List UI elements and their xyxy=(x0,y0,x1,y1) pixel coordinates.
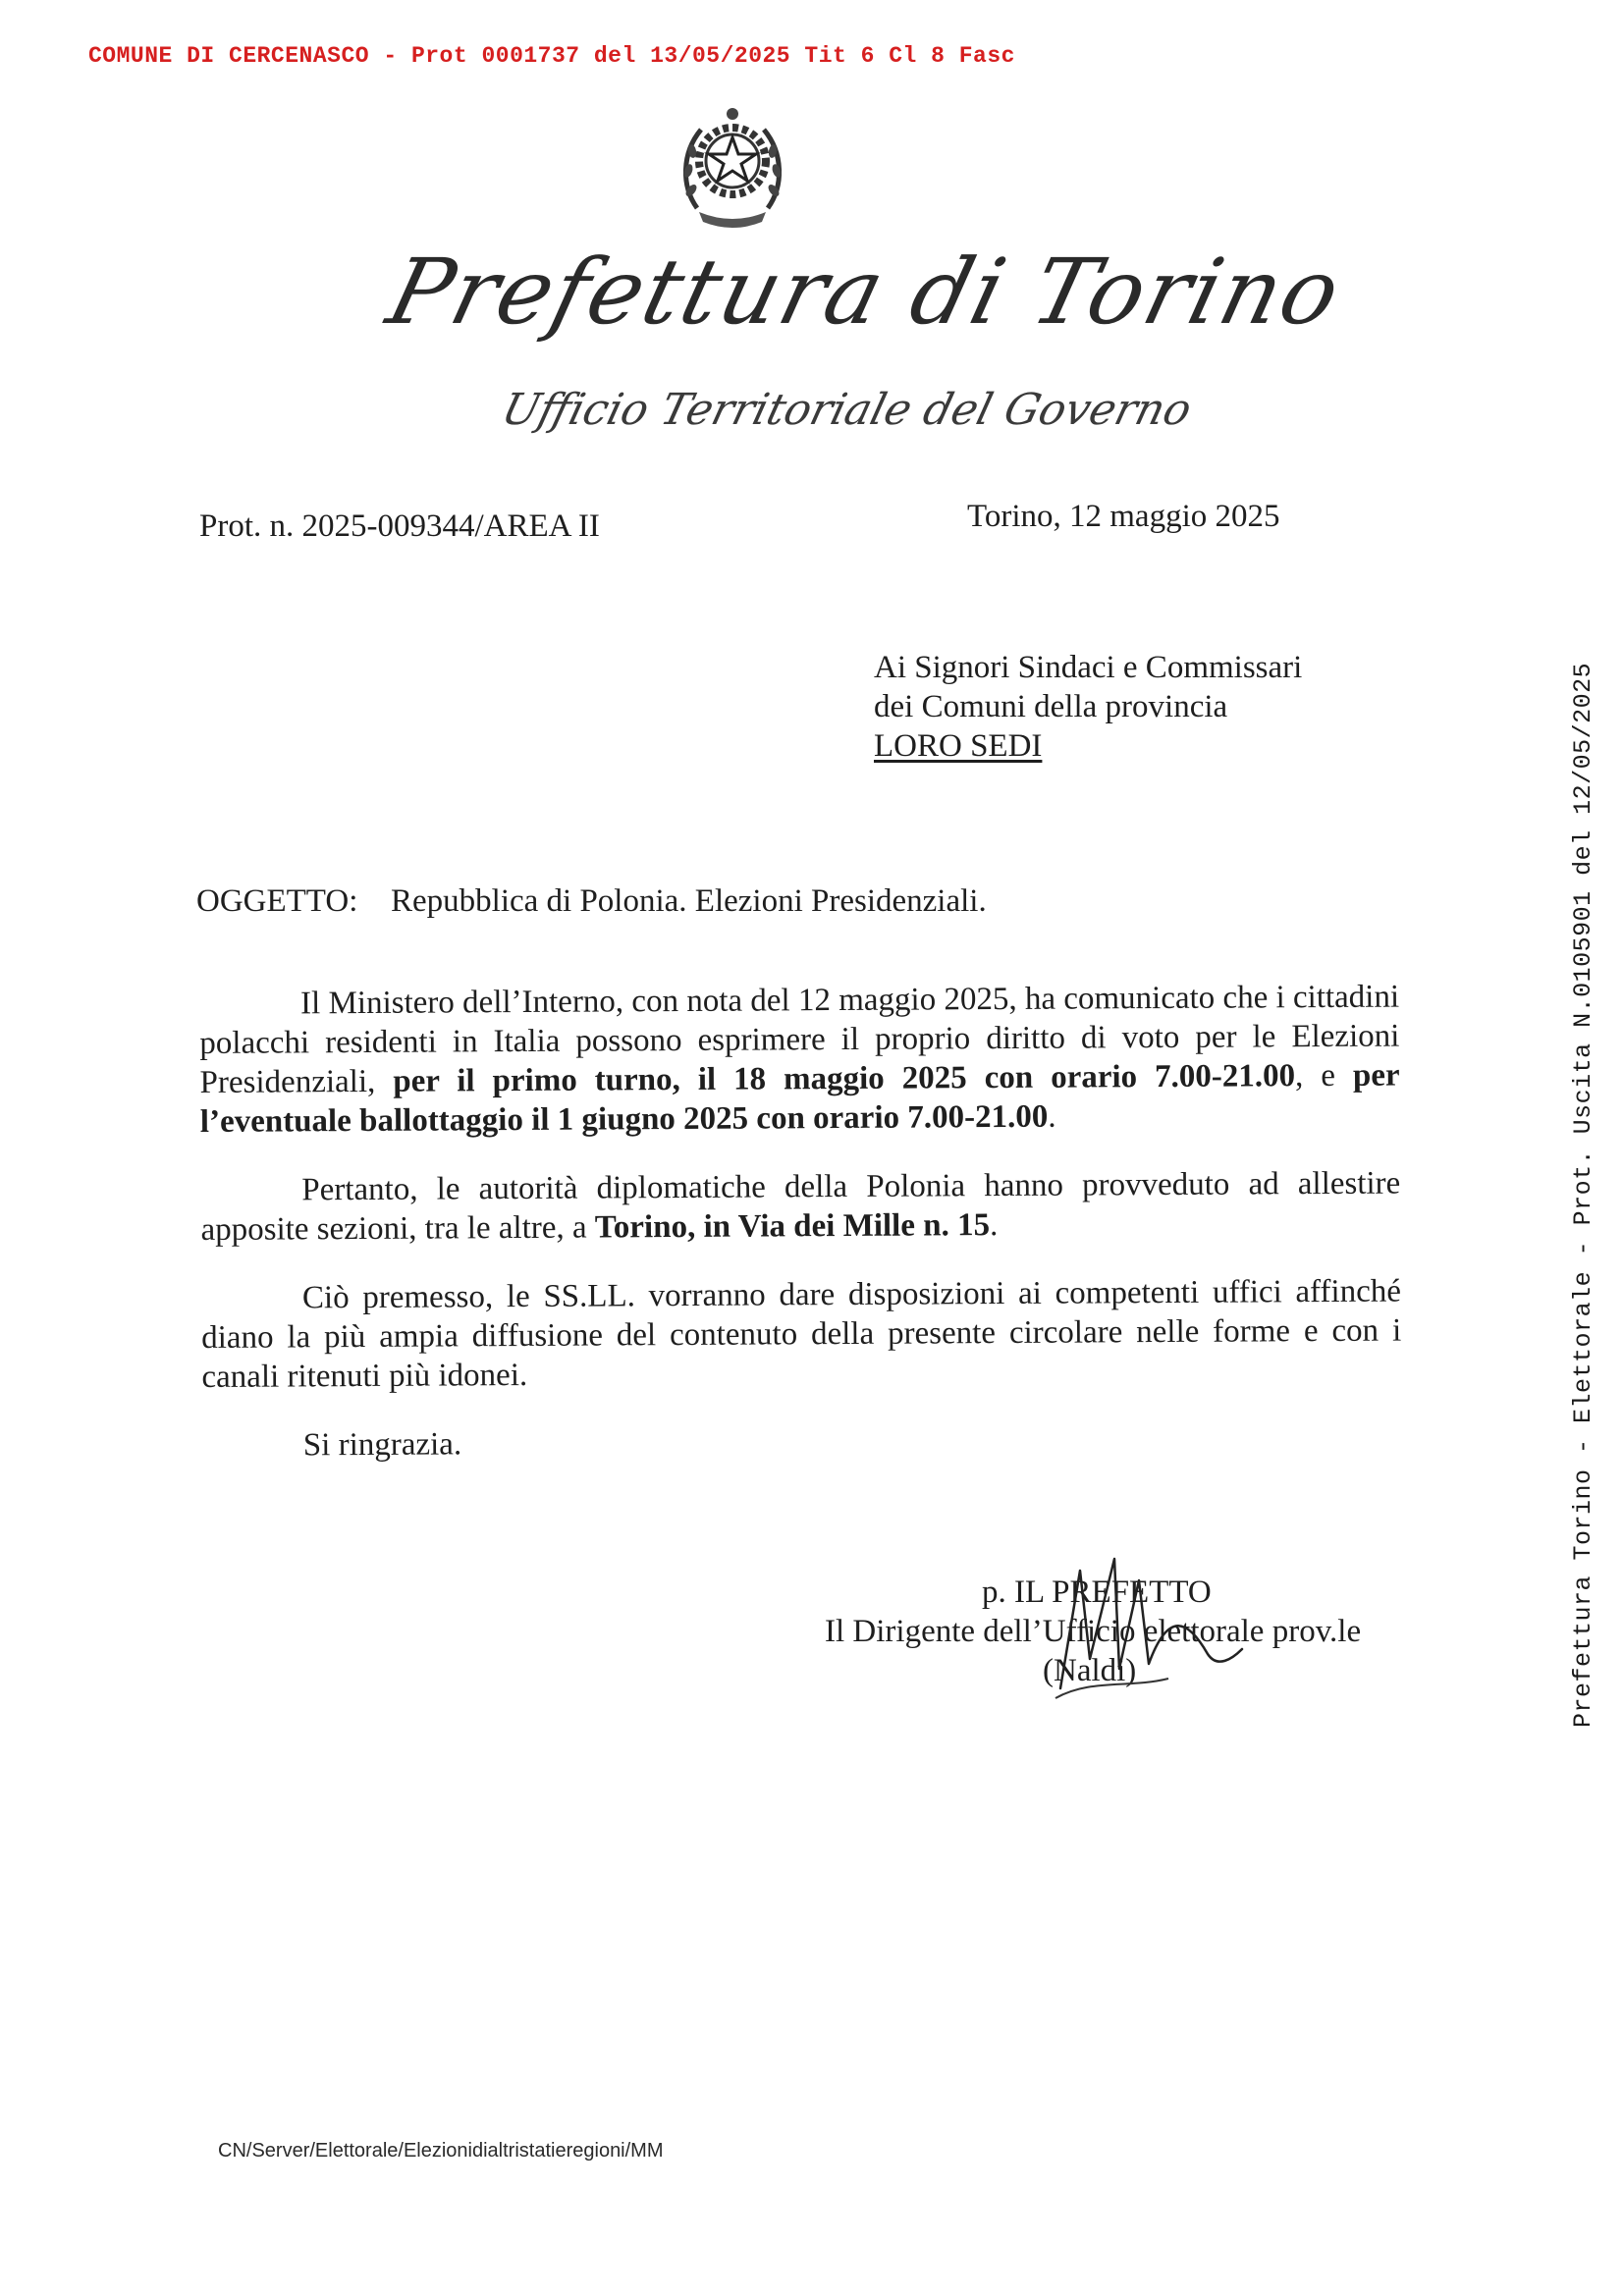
signature-name: (Naldi) xyxy=(1043,1653,1137,1688)
closing-thanks: Si ringrazia. xyxy=(302,1426,462,1464)
handwritten-signature-icon xyxy=(1021,1551,1247,1708)
recipients-line: Ai Signori Sindaci e Commissari xyxy=(874,650,1303,685)
protocol-stamp-top: COMUNE DI CERCENASCO - Prot 0001737 del 13/05/2025 Tit 6 Cl 8 Fasc xyxy=(88,43,1015,69)
body-paragraph: Ciò premesso, le SS.LL. vorranno dare disposizioni ai competenti uffici affinché diano la più ampia diffusione del contenuto della presente circolare nelle forme e con i canali ritenuti più idonei. xyxy=(201,1273,1402,1395)
body-paragraph xyxy=(200,1164,1400,1250)
body-bold-text: Torino, in Via dei Mille n. 15 xyxy=(594,1207,991,1246)
body-text: . xyxy=(989,1207,999,1244)
body-bold-text: per il primo turno, il 18 maggio 2025 con orario 7.00-21.00 xyxy=(393,1058,1296,1099)
recipients-line: dei Comuni della provincia xyxy=(874,689,1228,724)
protocol-stamp-side: Prefettura Torino - Elettorale - Prot. Uscita N.0105901 del 12/05/2025 xyxy=(1569,662,1597,1728)
letter-date: Torino, 12 maggio 2025 xyxy=(967,499,1280,534)
signature-line: p. IL PREFETTO xyxy=(982,1575,1212,1610)
body-text: . xyxy=(1048,1098,1056,1135)
letter-body xyxy=(199,978,1402,1495)
subject-line xyxy=(196,883,987,920)
body-bold-text: per l’eventuale ballottaggio il 1 giugno 2025 con orario 7.00-21.00 xyxy=(199,1057,1400,1140)
body-paragraph xyxy=(199,978,1400,1142)
masthead-title: Prefettura di Torino xyxy=(378,240,1352,345)
italian-republic-emblem-icon xyxy=(677,102,787,232)
subject-text: Repubblica di Polonia. Elezioni Presidenziali. xyxy=(391,883,987,919)
signature-line: Il Dirigente dell’Ufficio elettorale prov.le xyxy=(825,1614,1362,1649)
subject-label: OGGETTO: xyxy=(196,883,358,919)
protocol-number: Prot. n. 2025-009344/AREA II xyxy=(199,508,600,544)
recipients-loro-sedi: LORO SEDI xyxy=(874,728,1043,764)
body-text: , e xyxy=(1294,1057,1354,1095)
body-text: Il Ministero dell’Interno, con nota del 12 maggio 2025, ha comunicato che i cittadini polacchi residenti in Italia possono esprimere il proprio diritto di voto per le Elezioni Presidenziali, xyxy=(199,979,1400,1100)
masthead-subtitle: Ufficio Territoriale del Governo xyxy=(497,385,1197,435)
file-path-footer: CN/Server/Elettorale/Elezionidialtristatieregioni/MM xyxy=(218,2140,664,2162)
recipients-block xyxy=(874,648,1302,766)
body-text: Pertanto, le autorità diplomatiche della Polonia hanno provveduto ad allestire apposite sezioni, tra le altre, a xyxy=(200,1165,1401,1248)
